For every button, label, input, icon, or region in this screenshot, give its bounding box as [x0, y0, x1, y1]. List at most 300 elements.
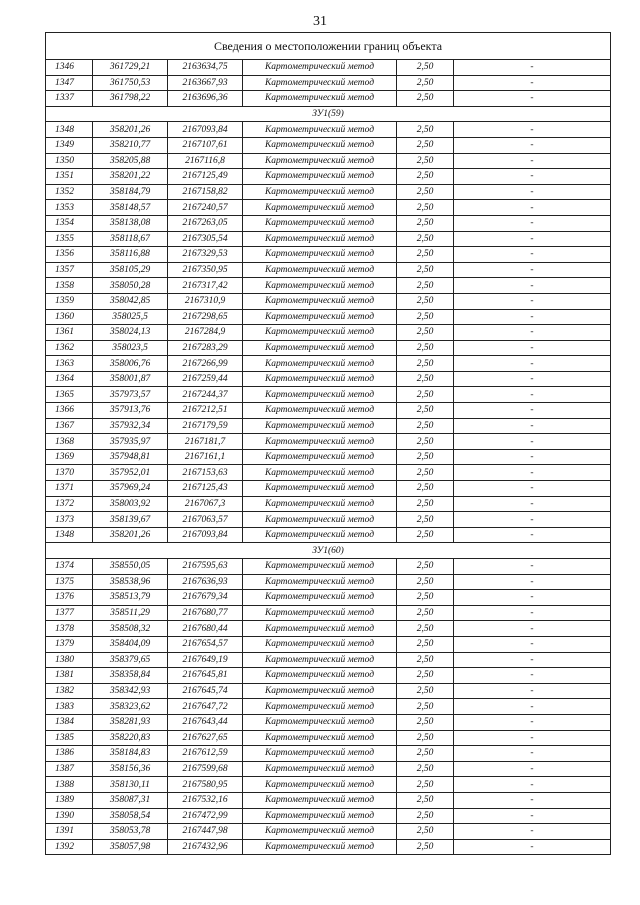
- method-cell: Картометрический метод: [243, 418, 397, 434]
- accuracy-cell: 2,50: [397, 325, 454, 341]
- y-coordinate-cell: 2167158,82: [168, 184, 243, 200]
- point-number-cell: 1365: [46, 387, 93, 403]
- method-cell: Картометрический метод: [243, 465, 397, 481]
- table-row: [46, 746, 611, 762]
- method-cell: Картометрический метод: [243, 746, 397, 762]
- point-number-cell: 1371: [46, 481, 93, 497]
- y-coordinate-cell: 2167679,34: [168, 590, 243, 606]
- table-row: [46, 465, 611, 481]
- y-coordinate-cell: 2163667,93: [168, 75, 243, 91]
- table-row: [46, 824, 611, 840]
- boundary-table-container: [45, 32, 610, 855]
- note-cell: -: [454, 278, 611, 294]
- y-coordinate-cell: 2167298,65: [168, 309, 243, 325]
- accuracy-cell: 2,50: [397, 839, 454, 855]
- x-coordinate-cell: 358210,77: [93, 137, 168, 153]
- note-cell: -: [454, 122, 611, 138]
- point-number-cell: 1352: [46, 184, 93, 200]
- note-cell: -: [454, 403, 611, 419]
- accuracy-cell: 2,50: [397, 590, 454, 606]
- y-coordinate-cell: 2167240,57: [168, 200, 243, 216]
- note-cell: -: [454, 574, 611, 590]
- section-label: ЗУ1(59): [46, 106, 611, 122]
- method-cell: Картометрический метод: [243, 340, 397, 356]
- method-cell: Картометрический метод: [243, 683, 397, 699]
- accuracy-cell: 2,50: [397, 621, 454, 637]
- table-row: [46, 512, 611, 528]
- table-title: Сведения о местоположении границ объекта: [46, 33, 611, 60]
- x-coordinate-cell: 358050,28: [93, 278, 168, 294]
- point-number-cell: 1376: [46, 590, 93, 606]
- table-row: [46, 387, 611, 403]
- method-cell: Картометрический метод: [243, 356, 397, 372]
- point-number-cell: 1370: [46, 465, 93, 481]
- y-coordinate-cell: 2167107,61: [168, 137, 243, 153]
- section-row: [46, 106, 611, 122]
- table-row: [46, 605, 611, 621]
- x-coordinate-cell: 358148,57: [93, 200, 168, 216]
- accuracy-cell: 2,50: [397, 808, 454, 824]
- note-cell: -: [454, 730, 611, 746]
- y-coordinate-cell: 2167612,59: [168, 746, 243, 762]
- method-cell: Картометрический метод: [243, 699, 397, 715]
- y-coordinate-cell: 2167179,59: [168, 418, 243, 434]
- accuracy-cell: 2,50: [397, 215, 454, 231]
- accuracy-cell: 2,50: [397, 496, 454, 512]
- x-coordinate-cell: 358116,88: [93, 247, 168, 263]
- note-cell: -: [454, 699, 611, 715]
- table-row: [46, 449, 611, 465]
- note-cell: -: [454, 777, 611, 793]
- note-cell: -: [454, 153, 611, 169]
- point-number-cell: 1375: [46, 574, 93, 590]
- x-coordinate-cell: 358023,5: [93, 340, 168, 356]
- accuracy-cell: 2,50: [397, 512, 454, 528]
- point-number-cell: 1372: [46, 496, 93, 512]
- table-row: [46, 262, 611, 278]
- accuracy-cell: 2,50: [397, 200, 454, 216]
- accuracy-cell: 2,50: [397, 605, 454, 621]
- x-coordinate-cell: 358379,65: [93, 652, 168, 668]
- accuracy-cell: 2,50: [397, 387, 454, 403]
- note-cell: -: [454, 184, 611, 200]
- x-coordinate-cell: 358003,92: [93, 496, 168, 512]
- table-row: [46, 714, 611, 730]
- accuracy-cell: 2,50: [397, 309, 454, 325]
- section-label: ЗУ1(60): [46, 543, 611, 559]
- method-cell: Картометрический метод: [243, 761, 397, 777]
- method-cell: Картометрический метод: [243, 621, 397, 637]
- point-number-cell: 1357: [46, 262, 93, 278]
- x-coordinate-cell: 358508,32: [93, 621, 168, 637]
- method-cell: Картометрический метод: [243, 559, 397, 575]
- point-number-cell: 1373: [46, 512, 93, 528]
- point-number-cell: 1359: [46, 293, 93, 309]
- x-coordinate-cell: 358001,87: [93, 371, 168, 387]
- table-row: [46, 91, 611, 107]
- note-cell: -: [454, 512, 611, 528]
- x-coordinate-cell: 357952,01: [93, 465, 168, 481]
- table-row: [46, 137, 611, 153]
- point-number-cell: 1388: [46, 777, 93, 793]
- accuracy-cell: 2,50: [397, 574, 454, 590]
- note-cell: -: [454, 75, 611, 91]
- accuracy-cell: 2,50: [397, 75, 454, 91]
- y-coordinate-cell: 2167636,93: [168, 574, 243, 590]
- point-number-cell: 1364: [46, 371, 93, 387]
- x-coordinate-cell: 358550,05: [93, 559, 168, 575]
- method-cell: Картометрический метод: [243, 403, 397, 419]
- point-number-cell: 1381: [46, 668, 93, 684]
- note-cell: -: [454, 605, 611, 621]
- note-cell: -: [454, 200, 611, 216]
- table-row: [46, 668, 611, 684]
- point-number-cell: 1349: [46, 137, 93, 153]
- accuracy-cell: 2,50: [397, 247, 454, 263]
- y-coordinate-cell: 2167263,05: [168, 215, 243, 231]
- point-number-cell: 1361: [46, 325, 93, 341]
- x-coordinate-cell: 358538,96: [93, 574, 168, 590]
- accuracy-cell: 2,50: [397, 231, 454, 247]
- x-coordinate-cell: 361750,53: [93, 75, 168, 91]
- point-number-cell: 1391: [46, 824, 93, 840]
- table-row: [46, 122, 611, 138]
- x-coordinate-cell: 358342,93: [93, 683, 168, 699]
- table-row: [46, 403, 611, 419]
- accuracy-cell: 2,50: [397, 652, 454, 668]
- y-coordinate-cell: 2167317,42: [168, 278, 243, 294]
- point-number-cell: 1351: [46, 169, 93, 185]
- note-cell: -: [454, 808, 611, 824]
- table-row: [46, 683, 611, 699]
- x-coordinate-cell: 358118,67: [93, 231, 168, 247]
- note-cell: -: [454, 418, 611, 434]
- accuracy-cell: 2,50: [397, 169, 454, 185]
- y-coordinate-cell: 2167649,19: [168, 652, 243, 668]
- note-cell: -: [454, 839, 611, 855]
- y-coordinate-cell: 2167472,99: [168, 808, 243, 824]
- y-coordinate-cell: 2167181,7: [168, 434, 243, 450]
- accuracy-cell: 2,50: [397, 91, 454, 107]
- y-coordinate-cell: 2167125,49: [168, 169, 243, 185]
- method-cell: Картометрический метод: [243, 590, 397, 606]
- note-cell: -: [454, 559, 611, 575]
- accuracy-cell: 2,50: [397, 683, 454, 699]
- x-coordinate-cell: 358138,08: [93, 215, 168, 231]
- y-coordinate-cell: 2167259,44: [168, 371, 243, 387]
- x-coordinate-cell: 358087,31: [93, 792, 168, 808]
- note-cell: -: [454, 60, 611, 76]
- point-number-cell: 1369: [46, 449, 93, 465]
- table-row: [46, 496, 611, 512]
- y-coordinate-cell: 2167647,72: [168, 699, 243, 715]
- table-row: [46, 247, 611, 263]
- y-coordinate-cell: 2167305,54: [168, 231, 243, 247]
- y-coordinate-cell: 2167595,63: [168, 559, 243, 575]
- note-cell: -: [454, 714, 611, 730]
- point-number-cell: 1382: [46, 683, 93, 699]
- method-cell: Картометрический метод: [243, 652, 397, 668]
- method-cell: Картометрический метод: [243, 371, 397, 387]
- note-cell: -: [454, 137, 611, 153]
- note-cell: -: [454, 309, 611, 325]
- point-number-cell: 1366: [46, 403, 93, 419]
- y-coordinate-cell: 2167532,16: [168, 792, 243, 808]
- accuracy-cell: 2,50: [397, 262, 454, 278]
- method-cell: Картометрический метод: [243, 481, 397, 497]
- y-coordinate-cell: 2167432,96: [168, 839, 243, 855]
- table-row: [46, 184, 611, 200]
- point-number-cell: 1389: [46, 792, 93, 808]
- table-row: [46, 356, 611, 372]
- point-number-cell: 1379: [46, 636, 93, 652]
- x-coordinate-cell: 357973,57: [93, 387, 168, 403]
- accuracy-cell: 2,50: [397, 730, 454, 746]
- y-coordinate-cell: 2167125,43: [168, 481, 243, 497]
- y-coordinate-cell: 2167161,1: [168, 449, 243, 465]
- note-cell: -: [454, 465, 611, 481]
- point-number-cell: 1392: [46, 839, 93, 855]
- table-row: [46, 730, 611, 746]
- x-coordinate-cell: 357948,81: [93, 449, 168, 465]
- point-number-cell: 1348: [46, 122, 93, 138]
- method-cell: Картометрический метод: [243, 169, 397, 185]
- y-coordinate-cell: 2167283,29: [168, 340, 243, 356]
- section-row: [46, 543, 611, 559]
- method-cell: Картометрический метод: [243, 792, 397, 808]
- table-row: [46, 777, 611, 793]
- x-coordinate-cell: 358513,79: [93, 590, 168, 606]
- method-cell: Картометрический метод: [243, 215, 397, 231]
- x-coordinate-cell: 357913,76: [93, 403, 168, 419]
- table-row: [46, 293, 611, 309]
- point-number-cell: 1358: [46, 278, 93, 294]
- boundary-table: [45, 32, 611, 855]
- x-coordinate-cell: 358201,26: [93, 122, 168, 138]
- y-coordinate-cell: 2163696,36: [168, 91, 243, 107]
- x-coordinate-cell: 358130,11: [93, 777, 168, 793]
- method-cell: Картометрический метод: [243, 730, 397, 746]
- point-number-cell: 1367: [46, 418, 93, 434]
- point-number-cell: 1356: [46, 247, 93, 263]
- point-number-cell: 1368: [46, 434, 93, 450]
- x-coordinate-cell: 358404,09: [93, 636, 168, 652]
- point-number-cell: 1377: [46, 605, 93, 621]
- table-row: [46, 60, 611, 76]
- x-coordinate-cell: 358323,62: [93, 699, 168, 715]
- note-cell: -: [454, 371, 611, 387]
- accuracy-cell: 2,50: [397, 824, 454, 840]
- accuracy-cell: 2,50: [397, 60, 454, 76]
- x-coordinate-cell: 358184,79: [93, 184, 168, 200]
- point-number-cell: 1384: [46, 714, 93, 730]
- x-coordinate-cell: 357969,24: [93, 481, 168, 497]
- table-body: [46, 33, 611, 855]
- note-cell: -: [454, 668, 611, 684]
- y-coordinate-cell: 2167067,3: [168, 496, 243, 512]
- table-row: [46, 636, 611, 652]
- method-cell: Картометрический метод: [243, 434, 397, 450]
- accuracy-cell: 2,50: [397, 777, 454, 793]
- table-row: [46, 481, 611, 497]
- point-number-cell: 1355: [46, 231, 93, 247]
- method-cell: Картометрический метод: [243, 449, 397, 465]
- point-number-cell: 1350: [46, 153, 93, 169]
- point-number-cell: 1348: [46, 527, 93, 543]
- y-coordinate-cell: 2167350,95: [168, 262, 243, 278]
- table-row: [46, 621, 611, 637]
- x-coordinate-cell: 361729,21: [93, 60, 168, 76]
- x-coordinate-cell: 358156,36: [93, 761, 168, 777]
- accuracy-cell: 2,50: [397, 356, 454, 372]
- note-cell: -: [454, 481, 611, 497]
- method-cell: Картометрический метод: [243, 153, 397, 169]
- accuracy-cell: 2,50: [397, 137, 454, 153]
- method-cell: Картометрический метод: [243, 527, 397, 543]
- point-number-cell: 1362: [46, 340, 93, 356]
- method-cell: Картометрический метод: [243, 262, 397, 278]
- note-cell: -: [454, 169, 611, 185]
- point-number-cell: 1374: [46, 559, 93, 575]
- method-cell: Картометрический метод: [243, 777, 397, 793]
- note-cell: -: [454, 262, 611, 278]
- table-row: [46, 808, 611, 824]
- y-coordinate-cell: 2167680,44: [168, 621, 243, 637]
- point-number-cell: 1347: [46, 75, 93, 91]
- y-coordinate-cell: 2167212,51: [168, 403, 243, 419]
- y-coordinate-cell: 2167310,9: [168, 293, 243, 309]
- x-coordinate-cell: 358358,84: [93, 668, 168, 684]
- accuracy-cell: 2,50: [397, 153, 454, 169]
- table-row: [46, 652, 611, 668]
- note-cell: -: [454, 449, 611, 465]
- table-row: [46, 231, 611, 247]
- table-row: [46, 200, 611, 216]
- point-number-cell: 1346: [46, 60, 93, 76]
- accuracy-cell: 2,50: [397, 481, 454, 497]
- note-cell: -: [454, 652, 611, 668]
- table-row: [46, 325, 611, 341]
- y-coordinate-cell: 2167093,84: [168, 527, 243, 543]
- accuracy-cell: 2,50: [397, 559, 454, 575]
- accuracy-cell: 2,50: [397, 792, 454, 808]
- method-cell: Картометрический метод: [243, 91, 397, 107]
- point-number-cell: 1387: [46, 761, 93, 777]
- y-coordinate-cell: 2163634,75: [168, 60, 243, 76]
- accuracy-cell: 2,50: [397, 465, 454, 481]
- table-row: [46, 590, 611, 606]
- method-cell: Картометрический метод: [243, 668, 397, 684]
- table-row: [46, 839, 611, 855]
- y-coordinate-cell: 2167643,44: [168, 714, 243, 730]
- x-coordinate-cell: 358281,93: [93, 714, 168, 730]
- note-cell: -: [454, 247, 611, 263]
- accuracy-cell: 2,50: [397, 746, 454, 762]
- method-cell: Картометрический метод: [243, 512, 397, 528]
- table-row: [46, 574, 611, 590]
- table-row: [46, 153, 611, 169]
- accuracy-cell: 2,50: [397, 714, 454, 730]
- x-coordinate-cell: 358024,13: [93, 325, 168, 341]
- point-number-cell: 1360: [46, 309, 93, 325]
- note-cell: -: [454, 761, 611, 777]
- accuracy-cell: 2,50: [397, 340, 454, 356]
- method-cell: Картометрический метод: [243, 293, 397, 309]
- method-cell: Картометрический метод: [243, 231, 397, 247]
- table-row: [46, 761, 611, 777]
- y-coordinate-cell: 2167329,53: [168, 247, 243, 263]
- method-cell: Картометрический метод: [243, 824, 397, 840]
- x-coordinate-cell: 357932,34: [93, 418, 168, 434]
- note-cell: -: [454, 824, 611, 840]
- note-cell: -: [454, 356, 611, 372]
- point-number-cell: 1383: [46, 699, 93, 715]
- table-row: [46, 309, 611, 325]
- x-coordinate-cell: 358025,5: [93, 309, 168, 325]
- note-cell: -: [454, 293, 611, 309]
- x-coordinate-cell: 358105,29: [93, 262, 168, 278]
- method-cell: Картометрический метод: [243, 325, 397, 341]
- page-number: 31: [313, 14, 327, 29]
- method-cell: Картометрический метод: [243, 839, 397, 855]
- y-coordinate-cell: 2167645,81: [168, 668, 243, 684]
- x-coordinate-cell: 358201,22: [93, 169, 168, 185]
- y-coordinate-cell: 2167244,37: [168, 387, 243, 403]
- y-coordinate-cell: 2167153,63: [168, 465, 243, 481]
- accuracy-cell: 2,50: [397, 418, 454, 434]
- y-coordinate-cell: 2167447,98: [168, 824, 243, 840]
- table-row: [46, 434, 611, 450]
- x-coordinate-cell: 358006,76: [93, 356, 168, 372]
- method-cell: Картометрический метод: [243, 574, 397, 590]
- point-number-cell: 1386: [46, 746, 93, 762]
- method-cell: Картометрический метод: [243, 808, 397, 824]
- accuracy-cell: 2,50: [397, 699, 454, 715]
- method-cell: Картометрический метод: [243, 247, 397, 263]
- method-cell: Картометрический метод: [243, 137, 397, 153]
- point-number-cell: 1390: [46, 808, 93, 824]
- y-coordinate-cell: 2167645,74: [168, 683, 243, 699]
- x-coordinate-cell: 358201,26: [93, 527, 168, 543]
- y-coordinate-cell: 2167627,65: [168, 730, 243, 746]
- accuracy-cell: 2,50: [397, 636, 454, 652]
- accuracy-cell: 2,50: [397, 293, 454, 309]
- y-coordinate-cell: 2167116,8: [168, 153, 243, 169]
- point-number-cell: 1363: [46, 356, 93, 372]
- x-coordinate-cell: 358139,67: [93, 512, 168, 528]
- y-coordinate-cell: 2167093,84: [168, 122, 243, 138]
- accuracy-cell: 2,50: [397, 527, 454, 543]
- table-row: [46, 559, 611, 575]
- method-cell: Картометрический метод: [243, 60, 397, 76]
- x-coordinate-cell: 358042,85: [93, 293, 168, 309]
- method-cell: Картометрический метод: [243, 200, 397, 216]
- accuracy-cell: 2,50: [397, 184, 454, 200]
- x-coordinate-cell: 358058,54: [93, 808, 168, 824]
- table-row: [46, 215, 611, 231]
- accuracy-cell: 2,50: [397, 403, 454, 419]
- point-number-cell: 1337: [46, 91, 93, 107]
- point-number-cell: 1378: [46, 621, 93, 637]
- note-cell: -: [454, 387, 611, 403]
- accuracy-cell: 2,50: [397, 278, 454, 294]
- x-coordinate-cell: 361798,22: [93, 91, 168, 107]
- note-cell: -: [454, 792, 611, 808]
- table-row: [46, 278, 611, 294]
- x-coordinate-cell: 358184,83: [93, 746, 168, 762]
- y-coordinate-cell: 2167654,57: [168, 636, 243, 652]
- note-cell: -: [454, 636, 611, 652]
